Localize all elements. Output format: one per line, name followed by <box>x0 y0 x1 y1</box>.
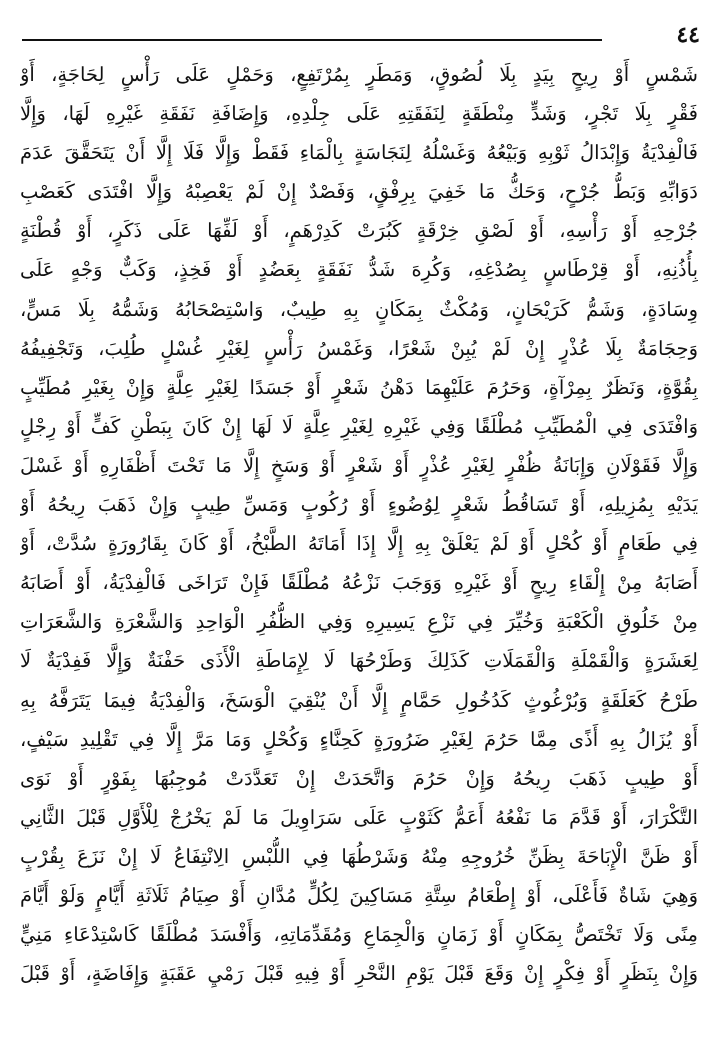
text-line: أَوْ ظَنَّ الْإِبَاحَةَ بِظَنِّ خُرُوجِهِ مِنْهُ وَشَرْطُهَا فِي اللُّبْسِ الِانْتِفَاعُ لَا إِنْ نَزَعَ بِقُرْبٍ <box>20 844 698 868</box>
text-line: يَدَيْهِ بِمُزِيلِهِ، أَوْ تَسَاقُطُ شَعْرٍ لِوُضُوءٍ أَوْ رُكُوبٍ وَمَسِّ طِيبٍ وَإِنْ ذَهَبَ رِيحُهُ أَوْ <box>20 493 698 517</box>
text-line: بِقُوَّةٍ، وَنَظَرٌ بِمِرْآةٍ، وَحَرُمَ عَلَيْهِمَا دَهْنُ شَعْرٍ أَوْ جَسَدًا لِغَيْرِ عِلَّةٍ وَإِنْ بِغَيْرِ مُطَيِّبٍ <box>20 375 698 399</box>
text-line: طَرْحُ كَعَلَقَةٍ وَبُرْغُوثٍ كَدُخُولِ حَمَّامٍ إِلَّا أَنْ يُنْقِيَ الْوَسَخَ، وَالْفِدْيَةُ فِيمَا يَتَرَفَّهُ بِهِ <box>20 688 698 712</box>
text-line: دَوَابِّهِ وَبَطُّ جُرْحٍ، وَحَكُّ مَا خَفِيَ بِرِفْقٍ، وَفَصْدٌ إِنْ لَمْ يَعْصِبْهُ وَإِلَّا افْتَدَى كَعَصْبِ <box>20 180 698 204</box>
text-line: لِعَشَرَةٍ وَالْقَمْلَةِ وَالْقَمَلَاتِ كَذَلِكَ وَطَرْحُهَا لَا لِإِمَاطَةِ الْأَذَى حَفْنَةٌ وَإِلَّا فَفِدْيَةٌ لَا <box>20 649 698 673</box>
text-line: وَحِجَامَةٌ بِلَا عُذْرٍ إِنْ لَمْ يُبِنْ شَعْرًا، وَغَمْسُ رَأْسٍ لِغَيْرِ غُسْلٍ طُلِبَ، وَتَجْفِيفُهُ <box>20 336 698 360</box>
text-line: بِأُذُنِهِ، أَوْ قِرْطَاسٍ بِصُدْغِهِ، وَكُرِهَ شَدُّ نَفَقَةٍ بِعَضُدٍ أَوْ فَخِذٍ، وَكَبٌّ وَجْهٍ عَلَى <box>20 258 698 282</box>
text-line: وَافْتَدَى فِي الْمُطَيِّبِ مُطْلَقًا وَفِي غَيْرِهِ لِغَيْرِ عِلَّةٍ لَا لَهَا إِنْ كَانَ بِبَطْنِ كَفٍّ أَوْ رِجْلٍ <box>20 414 698 438</box>
text-line: فَقْرٍ بِلَا تَجْرٍ، وَشَدٍّ مِنْطَقَةٍ لِنَفَقَتِهِ عَلَى جِلْدِهِ، وَإِضَافَةِ نَفَقَةِ غَيْرِهِ لَهَا، وَإِلَّا <box>20 102 698 126</box>
text-line: وَهِيَ شَاةٌ فَأَعْلَى، أَوْ إِطْعَامُ سِتَّةِ مَسَاكِينَ لِكُلٍّ مُدَّانِ أَوْ صِيَامُ ثَلَاثَةِ أَيَّامٍ وَلَوْ أَيَّامَ <box>20 883 698 907</box>
page-number: ٤٤ <box>676 22 700 48</box>
header-rule <box>22 39 602 41</box>
text-line: فَالْفِدْيَةُ وَإِبْدَالُ ثَوْبِهِ وَبَيْعُهُ وَغَسْلُهُ لِنَجَاسَةٍ بِالْمَاءِ فَقَطْ وَإِلَّا فَلَا إِلَّا أَنْ يَتَحَقَّقَ عَدَمَ <box>20 141 698 165</box>
text-line: وِسَادَةٍ، وَشَمُّ كَرَيْحَانٍ، وَمُكْثٌ بِمَكَانٍ بِهِ طِيبٌ، وَاسْتِصْحَابُهُ وَشَمُّهُ بِلَا مَسٍّ، <box>20 297 698 321</box>
text-line: شَمْسٍ أَوْ رِيحٍ بِيَدٍ بِلَا لُصُوقٍ، وَمَطَرٍ بِمُرْتَفِعٍ، وَحَمْلٍ عَلَى رَأْسٍ لِحَاجَةٍ، أَوْ <box>20 63 698 86</box>
text-line: جُرْحِهِ أَوْ رَأْسِهِ، أَوْ لَصْقِ خِرْقَةٍ كَبُرَتْ كَدِرْهَمٍ، أَوْ لَفِّهَا عَلَى ذَكَرٍ، أَوْ قُطْنَةٍ <box>20 219 698 243</box>
text-line: أَوْ يُزَالُ بِهِ أَذًى مِمَّا حَرُمَ لِغَيْرِ ضَرُورَةٍ كَحِنَّاءٍ وَكُحْلٍ وَمَا مَرَّ إِلَّا فِي تَقْلِيدِ سَيْفٍ، <box>20 727 698 751</box>
text-line: التَّكْرَارَ، أَوْ قَدَّمَ مَا نَفْعُهُ أَعَمُّ كَثَوْبٍ عَلَى سَرَاوِيلَ مَا لَمْ يَخْرُجْ لِلْأَوَّلِ قَبْلَ الثَّانِي <box>20 805 698 829</box>
text-line: مِنًى وَلَا تَخْتَصُّ بِمَكَانٍ أَوْ زَمَانٍ وَالْجِمَاعِ وَمُقَدِّمَاتِهِ، وَأَفْسَدَ مُطْلَقًا كَاسْتِدْعَاءِ مَنِيٍّ <box>20 923 698 947</box>
text-line: أَوْ طِيبٍ ذَهَبَ رِيحُهُ وَإِنْ حَرُمَ وَاتَّحَدَتْ إِنْ تَعَدَّدَتْ مُوجِبُهَا بِفَوْرٍ أَوْ نَوَى <box>20 766 698 790</box>
body-text <box>20 55 698 993</box>
text-line: مِنْ خَلُوقِ الْكَعْبَةِ وَخُيِّرَ فِي نَزْعِ يَسِيرِهِ وَفِي الظُّفُرِ الْوَاحِدِ وَالشَّعْرَةِ وَالشَّعَرَاتِ <box>20 610 698 634</box>
text-line: أَصَابَهُ مِنْ إِلْقَاءِ رِيحٍ أَوْ غَيْرِهِ وَوَجَبَ نَزْعُهُ مُطْلَقًا فَإِنْ تَرَاخَى فَالْفِدْيَةُ، أَوْ أَصَابَهُ <box>20 571 698 595</box>
text-line: وَإِنْ بِنَظَرٍ أَوْ فِكْرٍ إِنْ وَقَعَ قَبْلَ يَوْمِ النَّحْرِ أَوْ فِيهِ قَبْلَ رَمْيِ عَقَبَةٍ وَإِفَاضَةٍ، أَوْ قَبْلَ <box>20 962 698 986</box>
text-line: وَإِلَّا فَقَوْلَانِ وَإِبَانَةُ ظُفْرٍ لِغَيْرِ عُذْرٍ أَوْ شَعْرٍ أَوْ وَسَخٍ إِلَّا مَا تَحْتَ أَظْفَارِهِ أَوْ غَسْلَ <box>20 453 698 477</box>
page-header <box>22 22 700 48</box>
text-line: فِي طَعَامٍ أَوْ كُحْلٍ أَوْ لَمْ يَعْلَقْ بِهِ إِلَّا إِذَا أَمَاتَهُ الطَّبْخُ، أَوْ كَانَ بِقَارُورَةٍ سُدَّتْ، أَوْ <box>20 532 698 556</box>
